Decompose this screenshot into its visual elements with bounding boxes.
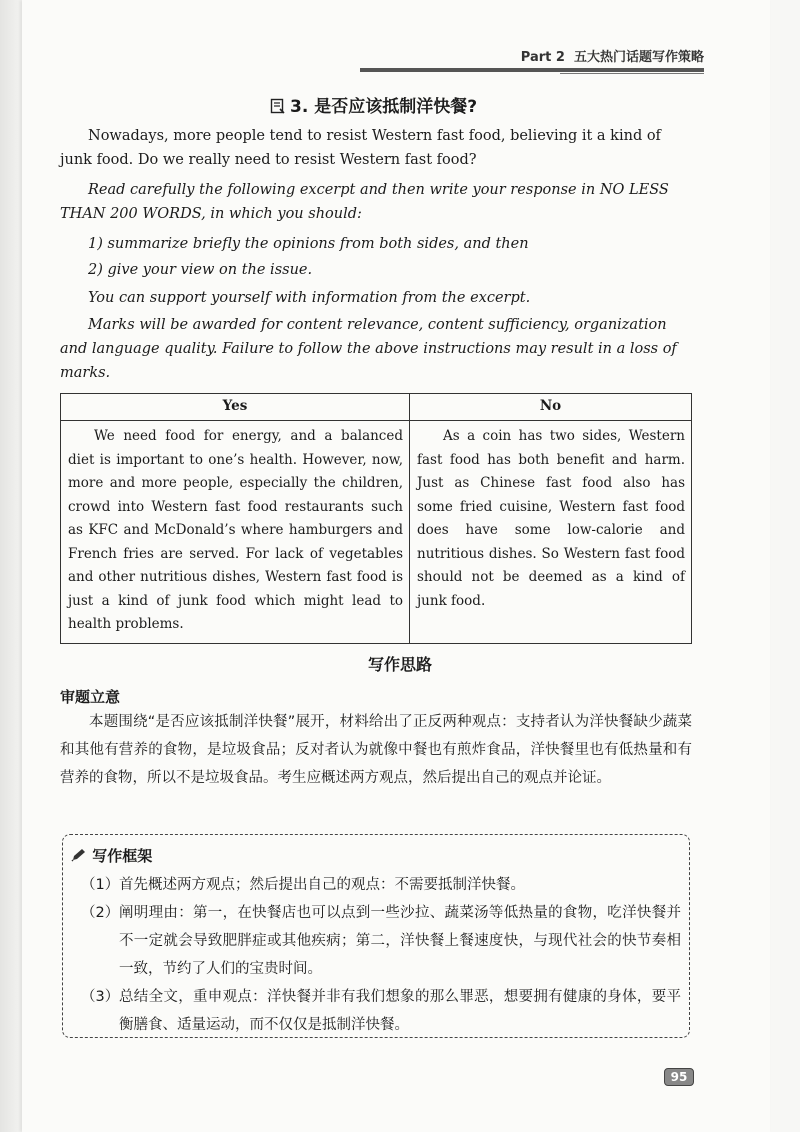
- framework-box: [62, 834, 690, 1038]
- document-icon: [270, 98, 286, 119]
- header-section: 五大热门话题写作策略: [573, 50, 704, 65]
- excerpt-yes-header: Yes: [61, 394, 410, 421]
- topic-title: [270, 92, 477, 119]
- framework-title-text: 写作框架: [92, 847, 153, 865]
- prompt-instruction: Read carefully the following excerpt and then write your response in NO LESS THAN 200 WORDS, in which you should:: [60, 182, 669, 222]
- pencil-icon: [71, 847, 92, 865]
- prompt-marks: Marks will be awarded for content relevance, content sufficiency, organization and language quality. Failure to follow the above instructions may result in a loss of marks.: [60, 317, 677, 381]
- framework-list: [81, 871, 681, 1039]
- header-rule: [360, 68, 704, 72]
- framework-item-num: （2）: [81, 905, 120, 921]
- header-rule-thin: [560, 73, 704, 74]
- excerpt-yes-text: We need food for energy, and a balanced diet is important to one’s health. However, now, more and more people, especially the children, crowd into Western fast food restaurants such as KFC and McDonald’s where hamburgers and French fries are served. For lack of vegetables and other nutritious dishes, Western fast food is just a kind of junk food which might lead to health problems.: [61, 421, 410, 644]
- approach-text: 本题围绕“是否应该抵制洋快餐”展开，材料给出了正反两种观点：支持者认为洋快餐缺少蔬菜和其他有营养的食物，是垃圾食品；反对者认为就像中餐也有煎炸食品，洋快餐里也有低热量和有营养的食物，所以不是垃圾食品。考生应概述两方观点，然后提出自己的观点并论证。: [60, 714, 692, 786]
- framework-item-text: 总结全文，重申观点：洋快餐并非有我们想象的那么罪恶，想要拥有健康的身体，要平衡膳食、适量运动，而不仅仅是抵制洋快餐。: [119, 989, 681, 1033]
- excerpt-no-text: As a coin has two sides, Western fast food has both benefit and harm. Just as Chinese fast food also has some fried cuisine, Western fast food does have some low-calorie and nutritious dishes. So Western fast food should not be deemed as a kind of junk food.: [410, 421, 692, 644]
- framework-item-num: （3）: [81, 989, 120, 1005]
- approach-title: 写作思路: [367, 655, 432, 674]
- excerpt-table: [60, 393, 692, 644]
- framework-item: [81, 983, 681, 1039]
- page-number: 95: [664, 1068, 694, 1086]
- topic-title-text: 3. 是否应该抵制洋快餐?: [290, 97, 478, 117]
- framework-item: [81, 899, 681, 983]
- prompt-support: You can support yourself with information from the excerpt.: [88, 290, 531, 306]
- framework-title: [71, 845, 152, 866]
- framework-item-num: （1）: [81, 877, 120, 893]
- framework-item: [81, 871, 681, 899]
- prompt-intro: Nowadays, more people tend to resist Western fast food, believing it a kind of junk food. Do we really need to resist Western fast food?: [60, 128, 661, 168]
- book-spine-shadow: [0, 0, 22, 1132]
- prompt-point-1: 1) summarize briefly the opinions from both sides, and then: [88, 236, 529, 252]
- framework-item-text: 阐明理由：第一，在快餐店也可以点到一些沙拉、蔬菜汤等低热量的食物，吃洋快餐并不一定就会导致肥胖症或其他疾病；第二，洋快餐上餐速度快，与现代社会的快节奏相一致，节约了人们的宝贵时间。: [119, 905, 681, 977]
- framework-item-text: 首先概述两方观点；然后提出自己的观点：不需要抵制洋快餐。: [119, 877, 525, 893]
- running-header: [521, 46, 704, 65]
- excerpt-no-header: No: [410, 394, 692, 421]
- header-part: Part 2: [520, 50, 565, 65]
- prompt-point-2: 2) give your view on the issue.: [88, 262, 313, 278]
- approach-subtitle: 审题立意: [60, 688, 121, 706]
